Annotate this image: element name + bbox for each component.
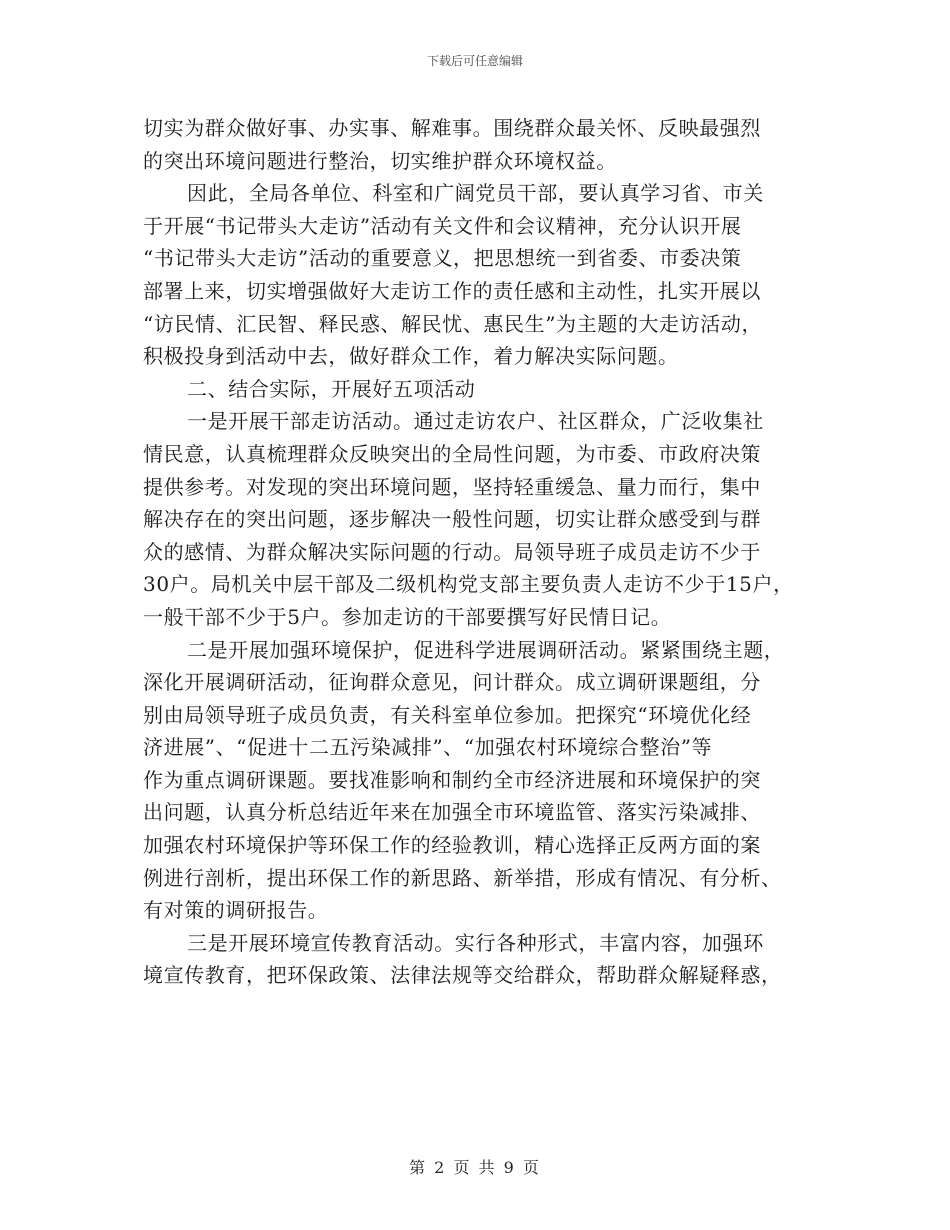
text-line: 加强农村环境保护等环保工作的经验教训，精心选择正反两方面的案 [143, 833, 761, 858]
text-line: 的突出环境问题进行整治，切实维护群众环境权益。 [143, 148, 617, 173]
text-line: 一是开展干部走访活动。通过走访农户、社区群众，广泛收集社 [187, 409, 764, 434]
text-line: “访民情、汇民智、释民惑、解民忧、惠民生”为主题的大走访活动， [143, 311, 763, 336]
text-line: 出问题，认真分析总结近年来在加强全市环境监管、落实污染减排、 [143, 800, 761, 825]
text-line: 于开展“书记带头大走访”活动有关文件和会议精神，充分认识开展 [143, 213, 742, 238]
text-line: 三是开展环境宣传教育活动。实行各种形式，丰富内容，加强环 [187, 930, 764, 955]
text-line: 作为重点调研课题。要找准影响和制约全市经济进展和环境保护的突 [143, 767, 761, 792]
text-line: 提供参考。对发现的突出环境问题，坚持轻重缓急、量力而行，集中 [143, 474, 761, 499]
page-number-footer: 第 2 页 共 9 页 [409, 1158, 541, 1177]
text-line: 有对策的调研报告。 [143, 898, 329, 923]
text-line: 解决存在的突出问题，逐步解决一般性问题，切实让群众感受到与群 [143, 507, 761, 532]
page-header-note: 下载后可任意编辑 [426, 54, 523, 68]
text-line: 30户。局机关中层干部及二级机构党支部主要负责人走访不少于15户， [143, 572, 794, 597]
text-line: 济进展”、“促进十二五污染减排”、“加强农村环境综合整治”等 [143, 735, 713, 760]
text-line: 因此，全局各单位、科室和广阔党员干部，要认真学习省、市关 [187, 181, 764, 206]
text-line: 深化开展调研活动，征询群众意见，问计群众。成立调研课题组，分 [143, 670, 761, 695]
text-line: 别由局领导班子成员负责，有关科室单位参加。把探究“环境优化经 [143, 702, 752, 727]
text-line: 例进行剖析，提出环保工作的新思路、新举措，形成有情况、有分析、 [143, 865, 782, 890]
text-line: 积极投身到活动中去，做好群众工作，着力解决实际问题。 [143, 344, 679, 369]
text-line: “书记带头大走访”活动的重要意义，把思想统一到省委、市委决策 [143, 246, 742, 271]
document-body [143, 112, 815, 992]
text-line: 众的感情、为群众解决实际问题的行动。局领导班子成员走访不少于 [143, 539, 761, 564]
text-line: 一般干部不少于5户。参加走访的干部要撰写好民情日记。 [143, 604, 672, 629]
text-line: 境宣传教育，把环保政策、法律法规等交给群众，帮助群众解疑释惑， [143, 963, 782, 988]
text-line: 部署上来，切实增强做好大走访工作的责任感和主动性，扎实开展以 [143, 278, 761, 303]
text-line: 二、结合实际，开展好五项活动 [187, 376, 476, 401]
text-line: 切实为群众做好事、办实事、解难事。围绕群众最关怀、反映最强烈 [143, 116, 761, 140]
text-line: 二是开展加强环境保护，促进科学进展调研活动。紧紧围绕主题， [187, 637, 785, 662]
text-line: 情民意，认真梳理群众反映突出的全局性问题，为市委、市政府决策 [143, 441, 761, 466]
